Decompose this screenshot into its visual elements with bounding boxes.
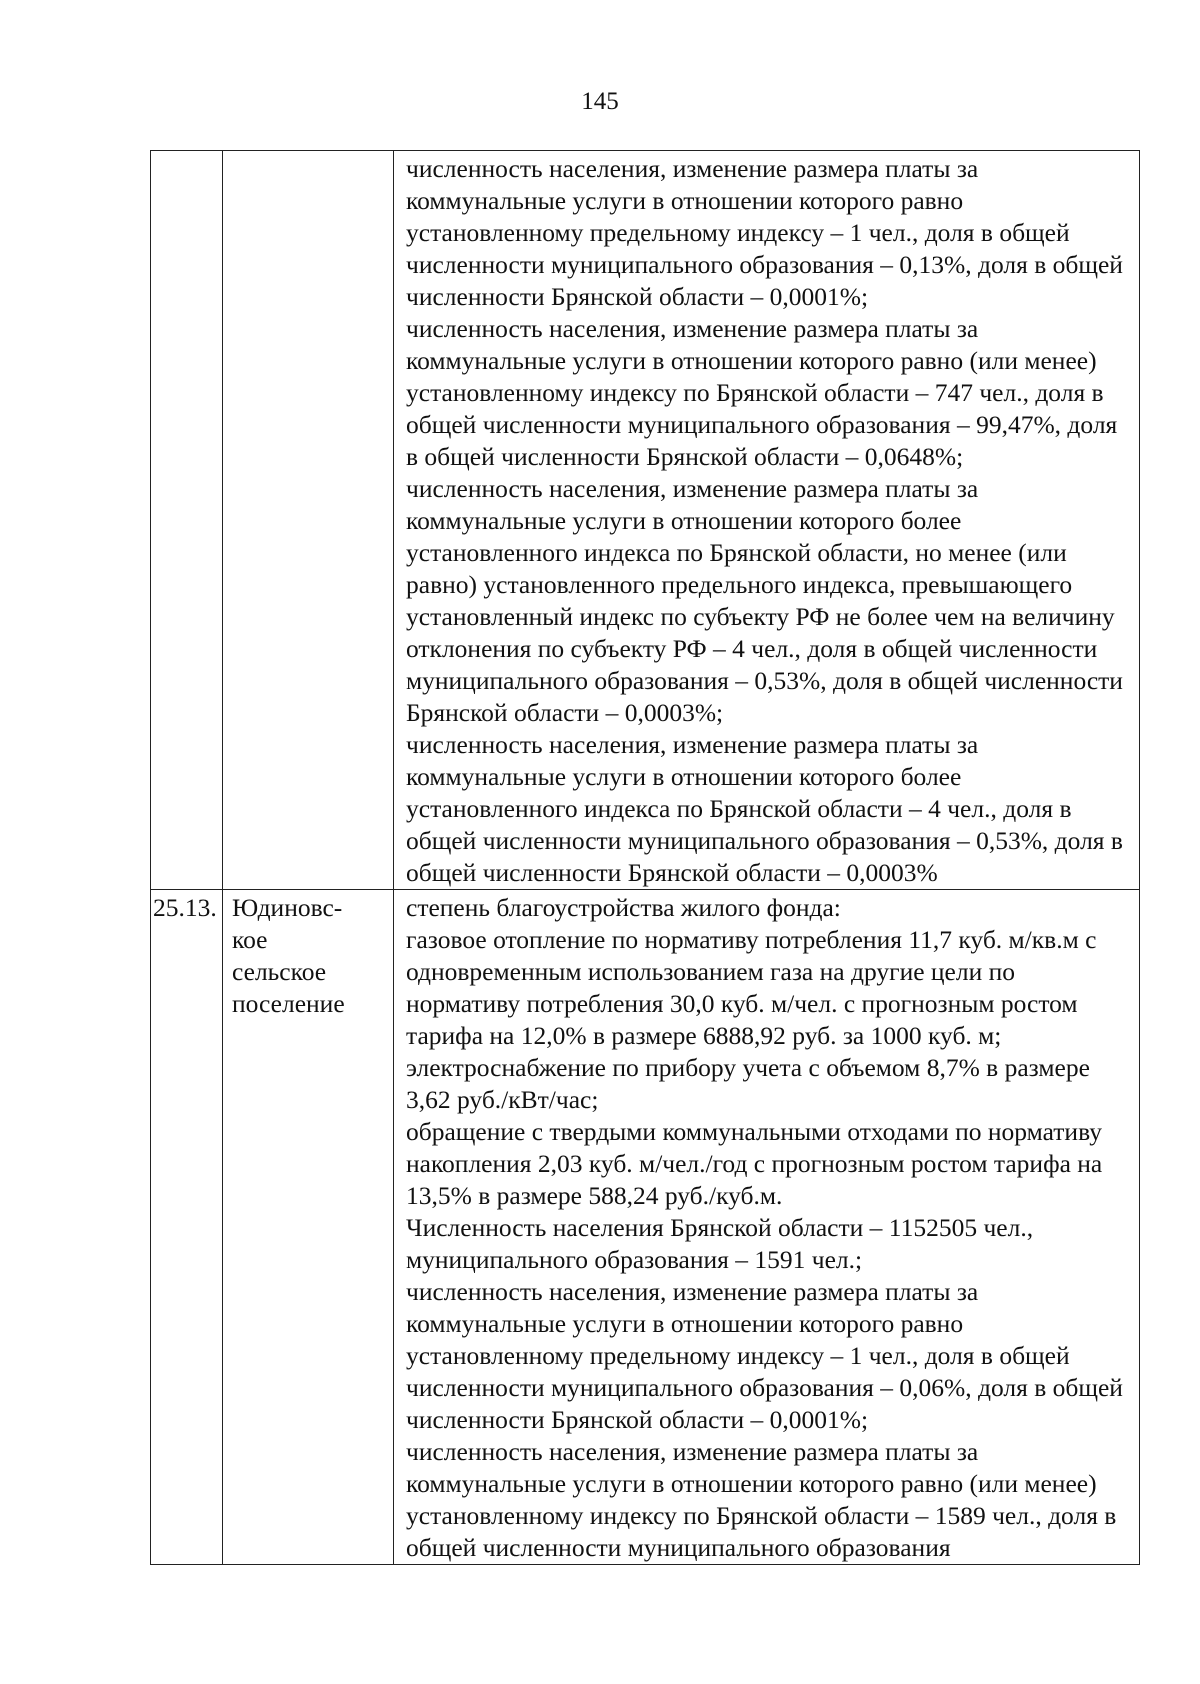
text-paragraph: численность населения, изменение размера платы за коммунальные услуги в отношении которого равно (или менее) установленному индексу по Брянской области – 1589 чел., доля в общей численности муниципального образования bbox=[406, 1437, 1117, 1562]
table-row bbox=[151, 151, 1140, 890]
settlement-name-line: сельское bbox=[232, 957, 327, 986]
row-text-cell bbox=[394, 151, 1140, 890]
text-paragraph: Численность населения Брянской области – 1152505 чел., муниципального образования – 1591 чел.; bbox=[406, 1213, 1034, 1274]
row-number-cell: 25.13. bbox=[151, 890, 223, 1565]
settlement-name-line: Юдиновс- bbox=[232, 893, 343, 922]
settlement-name-line: поселение bbox=[232, 989, 345, 1018]
text-paragraph: степень благоустройства жилого фонда: bbox=[406, 893, 841, 922]
row-text-cell bbox=[394, 890, 1140, 1565]
text-paragraph: численность населения, изменение размера платы за коммунальные услуги в отношении которого более установленного индекса по Брянской области – 4 чел., доля в общей численности муниципального образования – 0,53%, доля в общей численности Брянской области – 0,0003% bbox=[406, 730, 1123, 887]
row-name-cell bbox=[223, 890, 394, 1565]
text-paragraph: численность населения, изменение размера платы за коммунальные услуги в отношении которого равно (или менее) установленному индексу по Брянской области – 747 чел., доля в общей численности муниципального образования – 99,47%, доля в общей численности Брянской области – 0,0648%; bbox=[406, 314, 1118, 471]
text-paragraph: обращение с твердыми коммунальными отходами по нормативу накопления 2,03 куб. м/чел./год с прогнозным ростом тарифа на 13,5% в размере 588,24 руб./куб.м. bbox=[406, 1117, 1103, 1210]
table-row bbox=[151, 890, 1140, 1565]
row-number-cell bbox=[151, 151, 223, 890]
row-name-cell bbox=[223, 151, 394, 890]
text-paragraph: численность населения, изменение размера платы за коммунальные услуги в отношении которого более установленного индекса по Брянской области, но менее (или равно) установленного предельного индекса, превышающего установленный индекс по субъекту РФ не более чем на величину отклонения по субъекту РФ – 4 чел., доля в общей численности муниципального образования – 0,53%, доля в общей численности Брянской области – 0,0003%; bbox=[406, 474, 1123, 727]
text-paragraph: электроснабжение по прибору учета с объемом 8,7% в размере 3,62 руб./кВт/час; bbox=[406, 1053, 1090, 1114]
text-paragraph: численность населения, изменение размера платы за коммунальные услуги в отношении которого равно установленному предельному индексу – 1 чел., доля в общей численности муниципального образования – 0,13%, доля в общей численности Брянской области – 0,0001%; bbox=[406, 154, 1123, 311]
text-paragraph: численность населения, изменение размера платы за коммунальные услуги в отношении которого равно установленному предельному индексу – 1 чел., доля в общей численности муниципального образования – 0,06%, доля в общей численности Брянской области – 0,0001%; bbox=[406, 1277, 1123, 1434]
page-number: 145 bbox=[581, 88, 619, 115]
settlement-name-line: кое bbox=[232, 925, 268, 954]
data-table bbox=[150, 150, 1140, 1565]
text-paragraph: газовое отопление по нормативу потребления 11,7 куб. м/кв.м с одновременным использованием газа на другие цели по нормативу потребления 30,0 куб. м/чел. с прогнозным ростом тарифа на 12,0% в размере 6888,92 руб. за 1000 куб. м; bbox=[406, 925, 1097, 1050]
